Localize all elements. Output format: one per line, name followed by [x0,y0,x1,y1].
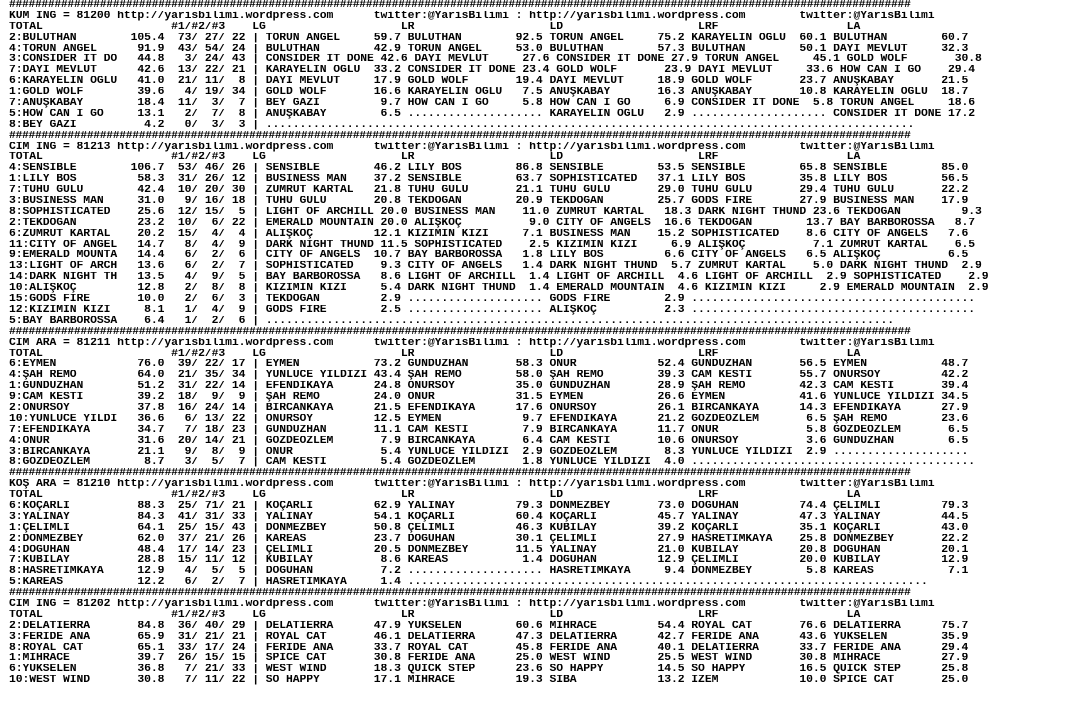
text-line: 1:LILY BOS 58.3 31/ 26/ 12 | BUSINESS MAN 37.2 SENSIBLE 63.7 SOPHISTICATED 37.1 LILY BOS 35.8 LILY BOS 56.5 [9,174,969,186]
text-line: 3:FERİDE ANA 65.9 31/ 21/ 21 | ROYAL CAT 46.1 DELATIERRA 47.3 DELATIERRA 42.7 FERİDE ANA 43.6 YÜKSELEN 35.9 [9,631,969,643]
text-line: 8:GÖZDEÖZLEM 8.7 3/ 5/ 7 | CAM KESTİ 5.4 GÖZDEÖZLEM 1.8 YÜNLÜCE YILDIZI 4.0 .......................................... [9,457,976,469]
text-line: 2:ONURSOY 37.8 16/ 24/ 14 | BİRCANKAYA 21.5 EFENDİKAYA 17.6 ONURSOY 26.1 BİRCANKAYA 14.3 EFENDİKAYA 27.9 [9,402,969,414]
text-line: 4:ONUR 31.6 20/ 14/ 21 | GÖZDEÖZLEM 7.9 BİRCANKAYA 6.4 CAM KESTİ 10.6 ONURSOY 3.6 GÜNDÜZHAN 6.5 [9,435,969,447]
text-line: CIM ING = 81213 http://yarisbilimi.wordpress.com twitter:@YarisBilimi : http://yarisbilimi.wordpress.com twitter:@YarisBilimi [9,141,935,153]
text-line: 4:SENSIBLE 106.7 53/ 46/ 26 | SENSIBLE 46.2 LILY BOS 86.8 SENSIBLE 53.5 SENSIBLE 65.8 SENSIBLE 85.0 [9,163,969,175]
text-line: 6:KARAYELİN OĞLU 41.0 21/ 11/ 8 | DAYI MEVLÜT 17.9 GOLD WOLF 19.4 DAYI MEVLÜT 18.9 GOLD WOLF 23.7 ANUŞKABAY 21.5 [9,76,969,88]
text-line: 1:MİHRACE 39.7 26/ 15/ 15 | SPICE CAT 30.8 FERİDE ANA 25.0 WEST WIND 25.5 WEST WIND 30.8 MİHRACE 27.9 [9,653,969,665]
text-line: 2:TEKDOĞAN 23.2 10/ 6/ 22 | EMERALD MOUNTAIN 20.0 ALİŞKOÇ 9.0 CITY OF ANGELS 16.6 TEKDOĞAN 13.7 BAY BARBOROSSA 8.7 [9,217,976,229]
text-line: 3:BUSINESS MAN 31.0 9/ 16/ 18 | TUHU GÜLÜ 20.8 TEKDOĞAN 20.9 TEKDOĞAN 25.7 GODS FIRE 27.9 BUSINESS MAN 17.9 [9,196,969,207]
text-line: 1:ÇELİMLİ 64.1 25/ 15/ 43 | DÖNMEZBEY 50.8 ÇELİMLİ 46.3 KUBİLAY 39.2 KOÇARLI 35.1 KOÇARLI 43.0 [9,522,969,534]
text-line: 10:WEST WIND 30.8 7/ 11/ 22 | SO HAPPY 17.1 MİHRACE 19.3 SIBA 13.2 İZEM 10.0 SPICE CAT 25.0 [9,675,969,687]
text-line: 8:ROYAL CAT 65.1 33/ 17/ 24 | FERİDE ANA 33.7 ROYAL CAT 45.8 FERİDE ANA 40.1 DELATIERRA 33.7 FERİDE ANA 29.4 [9,642,969,654]
race-stats-printout [9,0,1077,712]
text-line: 13:LIGHT OF ARCH 13.6 6/ 2/ 7 | SOPHISTICATED 9.3 CITY OF ANGELS 1.4 DARK NIGHT THUND 5.7 ZÜMRÜT KARTAL 5.0 DARK NIGHT THUND 2.9 [9,261,982,273]
separator-line: ########################################################################################################################################### [9,468,911,480]
text-line: 2:DELATIERRA 84.8 36/ 40/ 29 | DELATIERRA 47.9 YÜKSELEN 60.6 MİHRACE 54.4 ROYAL CAT 76.6 DELATIERRA 75.7 [9,620,969,632]
text-line: TOTAL #1/#2/#3 LG LR LD LRF LA [9,152,861,164]
text-line: CIM ING = 81202 http://yarisbilimi.wordpress.com twitter:@YarisBilimi : http://yarisbilimi.wordpress.com twitter:@YarisBilimi [9,598,935,610]
text-line: 5:HOW CAN I GO 13.1 2/ 7/ 8 | ANUŞKABAY 6.5 .................... KARAYELİN OĞLU 2.9 .................... CONSIDER IT DONE 17.2 [9,108,976,120]
text-line: 6:ZÜMRÜT KARTAL 20.2 15/ 4/ 4 | ALİŞKOÇ 12.1 KIZIMIN KIZI 7.1 BUSINESS MAN 15.2 SOPHISTICATED 8.6 CITY OF ANGELS 7.6 [9,228,969,240]
text-line: 7:ANUŞKABAY 18.4 11/ 3/ 7 | BEY GAZİ 9.7 HOW CAN I GO 5.8 HOW CAN I GO 6.9 CONSIDER IT DONE 5.8 TORUN ANGEL 18.6 [9,98,976,109]
text-line: TOTAL #1/#2/#3 LG LR LD LRF LA [9,490,861,501]
text-line: 6:KOÇARLI 88.3 25/ 71/ 21 | KOÇARLI 62.9 YALINAY 79.3 DÖNMEZBEY 73.0 DOĞUHAN 74.4 ÇELİMLİ 79.3 [9,500,969,512]
separator-line: ########################################################################################################################################### [9,0,911,11]
separator-line: ########################################################################################################################################### [9,130,911,142]
text-line: TOTAL #1/#2/#3 LG LR LD LRF LA [9,348,861,360]
text-line: 7:TUHU GÜLÜ 42.4 10/ 20/ 30 | ZÜMRÜT KARTAL 21.8 TUHU GÜLÜ 21.1 TUHU GÜLÜ 29.0 TUHU GÜLÜ 29.4 TUHU GÜLÜ 22.2 [9,185,969,197]
text-line: 15:GODS FİRE 10.0 2/ 6/ 3 | TEKDOĞAN 2.9 .................... GODS FIRE 2.9 .......................................... [9,294,976,305]
text-line: 9:EMERALD MOUNTA 14.4 6/ 2/ 6 | CITY OF ANGELS 10.7 BAY BARBOROSSA 1.8 LILY BOS 6.6 CITY OF ANGELS 6.5 ALİŞKOÇ 6.5 [9,250,969,262]
text-line: TOTAL #1/#2/#3 LG LR LD LRF LA [9,609,861,621]
text-line: 8:BEY GAZİ 4.2 0/ 3/ 3 | ................................................................................................ [9,119,915,131]
text-line: 1:GOLD WOLF 39.6 4/ 19/ 34 | GOLD WOLF 16.6 KARAYELİN OĞLU 7.5 ANUŞKABAY 16.3 ANUŞKABAY 10.8 KARAYELİN OĞLU 18.7 [9,87,969,99]
text-line: 7:KUBİLAY 28.8 15/ 11/ 12 | KUBİLAY 8.6 KAREAS 1.4 DOĞUHAN 12.9 ÇELİMLİ 20.0 KUBİLAY 12.9 [9,555,969,567]
separator-line: ########################################################################################################################################### [9,326,911,338]
text-line: 11:CITY OF ANGEL 14.7 8/ 4/ 9 | DARK NIGHT THUND 11.5 SOPHISTICATED 2.5 KIZIMIN KIZI 6.9 ALİŞKOÇ 7.1 ZÜMRÜT KARTAL 6.5 [9,239,976,251]
text-line: 1:GÜNDÜZHAN 51.2 31/ 22/ 14 | EFENDİKAYA 24.8 ONURSOY 35.0 GÜNDÜZHAN 28.9 ŞAH REMO 42.3 CAM KESTİ 39.4 [9,381,969,393]
separator-line: ########################################################################################################################################### [9,588,911,599]
text-line: 8:SOPHISTICATED 25.6 12/ 15/ 5 | LIGHT OF ARCHILL 20.0 BUSINESS MAN 11.0 ZÜMRÜT KARTAL 18.3 DARK NIGHT THUND 23.6 TEKDOĞAN 9.3 [9,206,982,218]
text-line: 4:TORUN ANGEL 91.9 43/ 54/ 24 | BULUTHAN 42.9 TORUN ANGEL 53.0 BULUTHAN 57.3 BULUTHAN 50.1 DAYI MEVLÜT 32.3 [9,43,969,55]
text-line: 5:BAY BARBOROSSA 6.4 1/ 2/ 6 | ............................................................................................. [9,315,894,327]
text-line: 7:DAYI MEVLÜT 42.6 13/ 22/ 21 | KARAYELİN OĞLU 33.2 CONSIDER IT DONE 23.4 GOLD WOLF 23.9 DAYI MEVLÜT 33.6 HOW CAN I GO 29.4 [9,65,976,77]
text-line: 7:EFENDİKAYA 34.7 7/ 18/ 23 | GÜNDÜZHAN 11.1 CAM KESTİ 7.9 BİRCANKAYA 11.7 ONUR 5.8 GÖZDEÖZLEM 6.5 [9,424,969,436]
text-line: 4:ŞAH REMO 64.0 21/ 35/ 34 | YÜNLÜCE YILDIZI 43.4 ŞAH REMO 58.0 ŞAH REMO 39.3 CAM KESTİ 55.7 ONURSOY 42.2 [9,370,969,382]
text-line: TOTAL #1/#2/#3 LG LR LD LRF LA [9,21,861,33]
text-line: 6:EYMEN 76.0 39/ 22/ 17 | EYMEN 73.2 GÜNDÜZHAN 58.3 ONUR 52.4 GÜNDÜZHAN 56.5 EYMEN 48.7 [9,359,969,371]
text-line: 14:DARK NIGHT TH 13.5 4/ 9/ 5 | BAY BARBOROSSA 8.6 LIGHT OF ARCHILL 1.4 LIGHT OF ARCHILL 4.6 LIGHT OF ARCHILL 2.9 SOPHISTICATED 2.9 [9,272,989,284]
text-line: 5:KAREAS 12.2 6/ 2/ 7 | HASRETİMKAYA 1.4 ............................................................................. [9,577,928,589]
text-line: 3:BİRCANKAYA 21.1 9/ 8/ 9 | ONUR 5.4 YÜNLÜCE YILDIZI 2.9 GÖZDEÖZLEM 8.3 YÜNLÜCE YILDIZI 2.9 .................... [9,446,969,458]
text-line: 8:HASRETİMKAYA 12.9 4/ 5/ 5 | DOĞUHAN 7.2 .................... HASRETİMKAYA 9.4 DÖNMEZBEY 5.8 KAREAS 7.1 [9,566,969,578]
text-line: 2:DÖNMEZBEY 62.0 37/ 21/ 26 | KAREAS 23.7 DOĞUHAN 30.1 ÇELİMLİ 27.9 HASRETİMKAYA 25.8 DÖNMEZBEY 22.2 [9,533,969,545]
text-line: 10:YÜNLÜCE YILDI 36.6 6/ 13/ 22 | ONURSOY 12.5 EYMEN 9.7 EFENDİKAYA 21.2 GÖZDEÖZLEM 6.5 ŞAH REMO 23.6 [9,413,969,425]
text-line: KUM ING = 81200 http://yarisbilimi.wordpress.com twitter:@YarisBilimi : http://yarisbilimi.wordpress.com twitter:@YarisBilimi [9,10,935,22]
text-line: 10:ALİŞKOÇ 12.8 2/ 8/ 8 | KIZIMIN KIZI 5.4 DARK NIGHT THUND 1.4 EMERALD MOUNTAIN 4.6 KIZIMIN KIZI 2.9 EMERALD MOUNTAIN 2.9 [9,283,989,295]
text-line: 3:CONSIDER IT DO 44.8 3/ 24/ 43 | CONSIDER IT DONE 42.6 DAYI MEVLÜT 27.6 CONSIDER IT DONE 27.9 TORUN ANGEL 45.1 GOLD WOLF 30.8 [9,54,982,66]
text-line: KOŞ ARA = 81210 http://yarisbilimi.wordpress.com twitter:@YarisBilimi : http://yarisbilimi.wordpress.com twitter:@YarisBilimi [9,479,935,491]
text-line: 6:YÜKSELEN 36.8 7/ 21/ 33 | WEST WIND 18.3 QUICK STEP 23.6 SO HAPPY 14.5 SO HAPPY 16.5 QUICK STEP 25.8 [9,664,969,676]
text-line: CIM ARA = 81211 http://yarisbilimi.wordpress.com twitter:@YarisBilimi : http://yarisbilimi.wordpress.com twitter:@YarisBilimi [9,337,935,349]
text-line: 12:KIZIMIN KIZI 8.1 1/ 4/ 9 | GODS FIRE 2.5 .................... ALİŞKOÇ 2.3 .......................................... [9,304,976,316]
text-line: 3:YALINAY 84.3 41/ 31/ 33 | YALINAY 54.1 KOÇARLI 60.4 KOÇARLI 45.7 YALINAY 47.3 YALINAY 44.5 [9,511,969,523]
text-line: 9:CAM KESTİ 39.2 18/ 9/ 9 | ŞAH REMO 24.0 ONUR 31.5 EYMEN 26.6 EYMEN 41.6 YÜNLÜCE YILDIZI 34.5 [9,392,969,403]
text-line: 4:DOĞUHAN 48.4 17/ 14/ 23 | ÇELİMLİ 20.5 DÖNMEZBEY 11.5 YALINAY 21.0 KUBİLAY 20.8 DOĞUHAN 20.1 [9,544,969,556]
text-line: 2:BULUTHAN 105.4 73/ 27/ 22 | TORUN ANGEL 59.7 BULUTHAN 92.5 TORUN ANGEL 75.2 KARAYELİN OĞLU 60.1 BULUTHAN 60.7 [9,32,969,44]
